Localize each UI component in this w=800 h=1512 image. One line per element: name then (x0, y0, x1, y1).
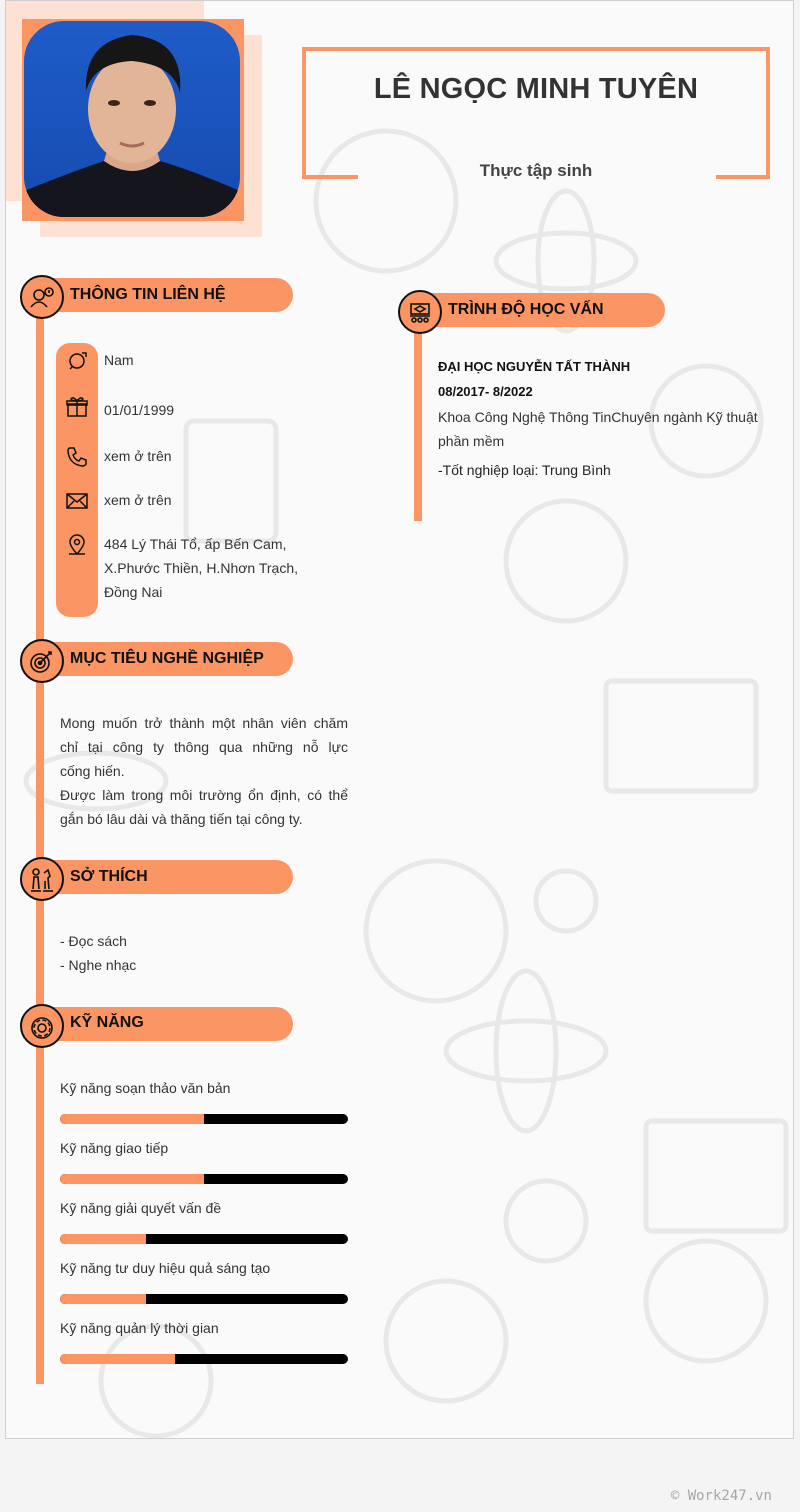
target-icon (20, 639, 64, 683)
phone-icon (65, 445, 89, 469)
objective-line: Được làm trong môi trường ổn định, có thể (60, 787, 348, 803)
section-title-skills: KỸ NĂNG (70, 1014, 144, 1031)
hobby-item: - Nghe nhạc (60, 957, 137, 973)
section-title-contact: THÔNG TIN LIÊN HỆ (70, 286, 226, 303)
contact-gender: Nam (104, 352, 134, 368)
watermark: © Work247.vn (670, 1488, 772, 1504)
objective-line: cống hiến. (60, 763, 125, 779)
education-grade: -Tốt nghiệp loại: Trung Bình (438, 462, 611, 478)
education-major-line: phần mềm (438, 433, 505, 449)
mail-icon (65, 489, 89, 513)
gift-icon (65, 395, 89, 419)
skill-level-fill (60, 1234, 146, 1244)
hobby-item: - Đọc sách (60, 933, 127, 949)
job-title: Thực tập sinh (479, 161, 593, 180)
gender-icon (65, 349, 89, 373)
contact-icon-column (56, 343, 98, 617)
profile-photo (24, 21, 240, 217)
skill-level-bar (60, 1114, 348, 1124)
name-frame (302, 47, 770, 179)
skill-level-bar (60, 1354, 348, 1364)
resume-page (5, 0, 794, 1439)
contact-phone: xem ở trên (104, 448, 172, 464)
contact-address-line-2: X.Phước Thiền, H.Nhơn Trạch, (104, 560, 298, 576)
education-period: 08/2017- 8/2022 (438, 384, 533, 399)
objective-line: gắn bó lâu dài và thăng tiến tại công ty. (60, 811, 303, 827)
timeline-line-right (414, 321, 422, 521)
skill-level-fill (60, 1174, 204, 1184)
skill-level-bar (60, 1294, 348, 1304)
gear-icon (20, 1004, 64, 1048)
location-icon (65, 533, 89, 557)
skill-name: Kỹ năng giải quyết vấn đề (60, 1200, 222, 1216)
timeline-line-left (36, 301, 44, 1384)
section-title-objective: MỤC TIÊU NGHỀ NGHIỆP (70, 650, 264, 667)
skill-name: Kỹ năng quản lý thời gian (60, 1320, 219, 1336)
graduation-icon (398, 290, 442, 334)
skill-level-fill (60, 1114, 204, 1124)
contact-info-icon (20, 275, 64, 319)
education-school: ĐẠI HỌC NGUYỄN TẤT THÀNH (438, 359, 631, 374)
skill-name: Kỹ năng tư duy hiệu quả sáng tạo (60, 1260, 271, 1276)
contact-address-line-3: Đồng Nai (104, 584, 163, 600)
chess-icon (20, 857, 64, 901)
skill-name: Kỹ năng soạn thảo văn bản (60, 1080, 231, 1096)
education-major-line: Khoa Công Nghệ Thông TinChuyên ngành Kỹ thuật (438, 409, 758, 425)
skill-level-bar (60, 1174, 348, 1184)
section-title-hobbies: SỞ THÍCH (70, 868, 148, 885)
objective-line: Mong muốn trở thành một nhân viên chăm (60, 715, 348, 731)
objective-line: chỉ tại công ty thông qua những nỗ lực (60, 739, 348, 755)
contact-email: xem ở trên (104, 492, 172, 508)
contact-address-line-1: 484 Lý Thái Tổ, ấp Bến Cam, (104, 536, 287, 552)
section-title-education: TRÌNH ĐỘ HỌC VẤN (448, 301, 604, 318)
contact-birthday: 01/01/1999 (104, 402, 175, 418)
skill-level-fill (60, 1294, 146, 1304)
skill-level-fill (60, 1354, 175, 1364)
skill-name: Kỹ năng giao tiếp (60, 1140, 169, 1156)
skill-level-bar (60, 1234, 348, 1244)
full-name: LÊ NGỌC MINH TUYÊN (373, 73, 699, 105)
